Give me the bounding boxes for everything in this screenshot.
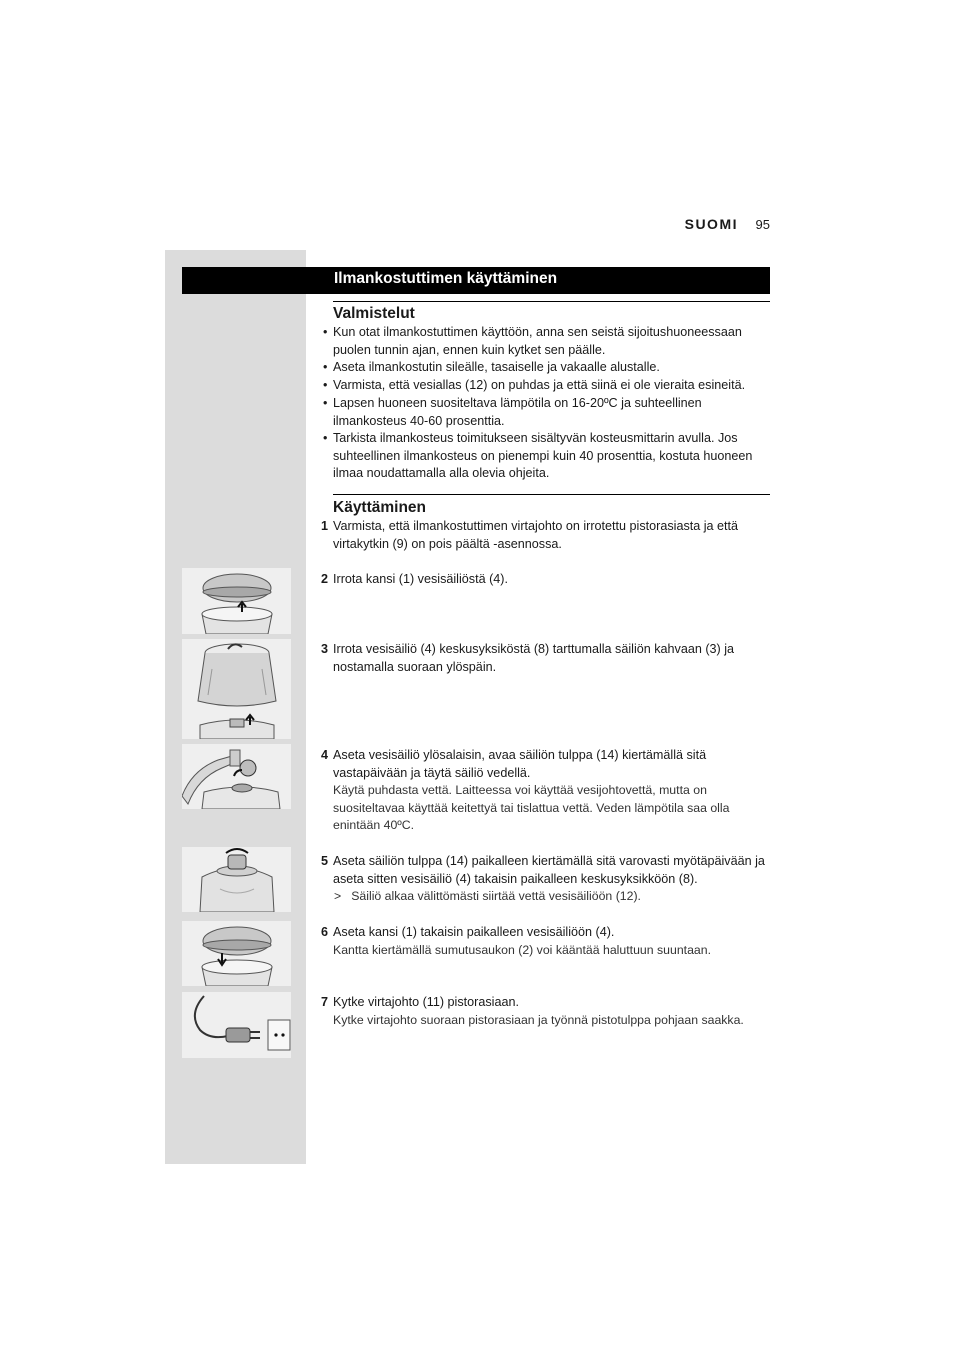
step-1: 1 Varmista, että ilmankostuttimen virtajohto on irrotettu pistorasiasta ja että virtakytkin (9) on pois päältä -asennossa. <box>321 519 739 551</box>
section-title: Ilmankostuttimen käyttäminen <box>334 270 558 287</box>
illustration-remove-tank <box>182 639 291 739</box>
step-5: 5 Aseta säiliön tulppa (14) paikalleen kiertämällä sitä varovasti myötäpäivään ja aseta sitten vesisäiliö (4) takaisin paikalleen keskusyksikköön (8). > Säiliö alkaa välittömästi siirtää vettä vesisäiliöön (12). <box>321 854 765 904</box>
bullet-item: • Tarkista ilmankosteus toimitukseen sisältyvän kosteusmittarin avulla. Jos suhteellinen ilmankosteus on pienempi kuin 40 prosenttia, kostuta huoneen ilmaa noudattamalla alla olevia ohjeita. <box>323 431 753 481</box>
illustration-close-cap <box>182 847 291 912</box>
plug-socket-drawing <box>182 992 291 1058</box>
illustration-fill-tank <box>182 744 291 809</box>
usage-heading: Käyttäminen <box>333 499 427 516</box>
preparation-heading: Valmistelut <box>333 305 415 322</box>
bullet-item: • Varmista, että vesiallas (12) on puhdas ja että siinä ei ole vieraita esineitä. <box>323 378 746 392</box>
tank-removal-drawing <box>182 639 291 739</box>
section-title-bar <box>182 267 770 294</box>
bullet-item: • Lapsen huoneen suositeltava lämpötila on 16-20ºC ja suhteellinen ilmankosteus 40-60 prosenttia. <box>323 396 702 428</box>
tank-filling-drawing <box>182 744 291 809</box>
bullet-item: • Kun otat ilmankostuttimen käyttöön, anna sen seistä sijoitushuoneessaan puolen tunnin ajan, ennen kuin kytket sen päälle. <box>323 325 742 357</box>
page-header <box>640 216 770 236</box>
lid-removal-drawing <box>182 568 291 634</box>
section-divider <box>333 494 770 495</box>
step-3: 3 Irrota vesisäiliö (4) keskusyksiköstä (8) tarttumalla säiliön kahvaan (3) ja nostamalla suoraan ylöspäin. <box>321 642 735 674</box>
result-marker: > <box>334 889 342 904</box>
illustration-remove-lid <box>182 568 291 634</box>
step-4: 4 Aseta vesisäiliö ylösalaisin, avaa säiliön tulppa (14) kiertämällä sitä vastapäivään ja täytä säiliö vedellä. Käytä puhdasta vettä. Laitteessa voi käyttää vesijohtovettä, mutta on suositeltavaa käyttää keitettyä tai tislattua vettä. Veden lämpötila saa olla enintään 40ºC. <box>321 748 730 833</box>
cap-closing-drawing <box>182 847 291 912</box>
illustration-plug-in <box>182 992 291 1058</box>
step-note: Kytke virtajohto suoraan pistorasiaan ja työnnä pistotulppa pohjaan saakka. <box>333 1012 744 1027</box>
step-note: Säiliö alkaa välittömästi siirtää vettä vesisäiliöön (12). <box>351 889 641 904</box>
page-number: 95 <box>755 217 770 232</box>
lid-replacing-drawing <box>182 921 291 986</box>
step-note: Käytä puhdasta vettä. Laitteessa voi käyttää vesijohtovettä, mutta on suositeltavaa käyttää keitettyä tai tislattua vettä. Veden lämpötila saa olla enintään 40ºC. <box>333 783 730 833</box>
section-divider <box>333 301 770 302</box>
step-2: 2 Irrota kansi (1) vesisäiliöstä (4). <box>321 572 508 586</box>
step-7: 7 Kytke virtajohto (11) pistorasiaan. Kytke virtajohto suoraan pistorasiaan ja työnnä pistotulppa pohjaan saakka. <box>321 995 744 1027</box>
illustration-replace-lid <box>182 921 291 986</box>
language-label: SUOMI <box>684 216 738 232</box>
bullet-item: • Aseta ilmankostutin sileälle, tasaiselle ja vakaalle alustalle. <box>323 360 660 374</box>
step-6: 6 Aseta kansi (1) takaisin paikalleen vesisäiliöön (4). Kantta kiertämällä sumutusaukon (2) voi kääntää haluttuun suuntaan. <box>321 925 712 957</box>
step-note: Kantta kiertämällä sumutusaukon (2) voi kääntää haluttuun suuntaan. <box>333 942 712 957</box>
